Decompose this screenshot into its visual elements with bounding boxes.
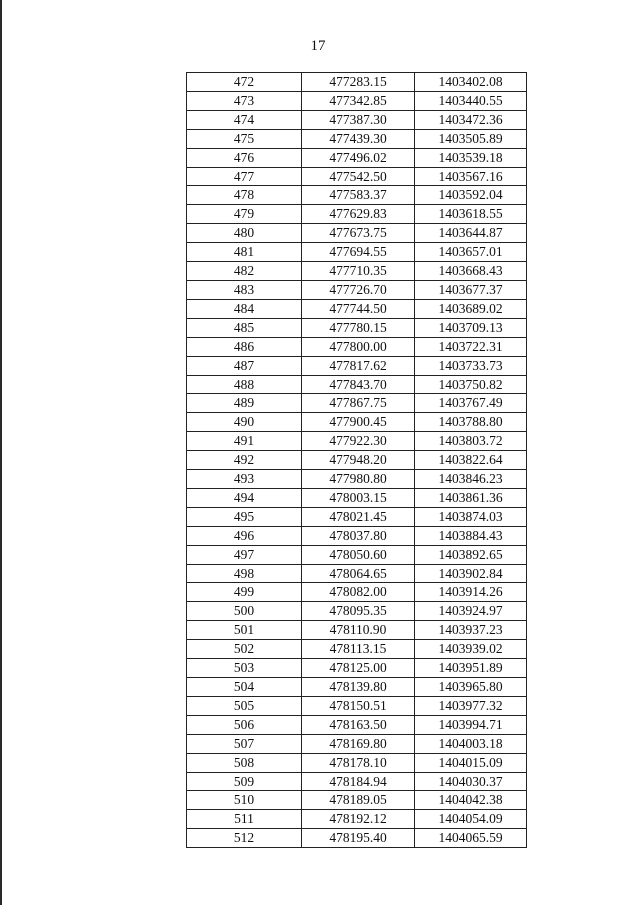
y-coordinate-cell: 1403618.55 <box>415 205 527 224</box>
y-coordinate-cell: 1403668.43 <box>415 262 527 281</box>
point-number-cell: 479 <box>187 205 302 224</box>
x-coordinate-cell: 478125.00 <box>302 659 415 678</box>
x-coordinate-cell: 478037.80 <box>302 526 415 545</box>
point-number-cell: 512 <box>187 829 302 848</box>
y-coordinate-cell: 1403539.18 <box>415 148 527 167</box>
table-row <box>187 394 527 413</box>
table-row <box>187 545 527 564</box>
y-coordinate-cell: 1404003.18 <box>415 734 527 753</box>
x-coordinate-cell: 478192.12 <box>302 810 415 829</box>
x-coordinate-cell: 477583.37 <box>302 186 415 205</box>
y-coordinate-cell: 1404030.37 <box>415 772 527 791</box>
table-row <box>187 734 527 753</box>
y-coordinate-cell: 1404015.09 <box>415 753 527 772</box>
table-row <box>187 432 527 451</box>
table-row <box>187 753 527 772</box>
x-coordinate-cell: 477387.30 <box>302 110 415 129</box>
y-coordinate-cell: 1403592.04 <box>415 186 527 205</box>
point-number-cell: 492 <box>187 451 302 470</box>
x-coordinate-cell: 477694.55 <box>302 243 415 262</box>
point-number-cell: 487 <box>187 356 302 375</box>
point-number-cell: 506 <box>187 715 302 734</box>
x-coordinate-cell: 478064.65 <box>302 564 415 583</box>
x-coordinate-cell: 478050.60 <box>302 545 415 564</box>
y-coordinate-cell: 1403994.71 <box>415 715 527 734</box>
point-number-cell: 494 <box>187 488 302 507</box>
x-coordinate-cell: 478189.05 <box>302 791 415 810</box>
x-coordinate-cell: 478095.35 <box>302 602 415 621</box>
x-coordinate-cell: 478163.50 <box>302 715 415 734</box>
x-coordinate-cell: 477800.00 <box>302 337 415 356</box>
table-row <box>187 129 527 148</box>
x-coordinate-cell: 477867.75 <box>302 394 415 413</box>
x-coordinate-cell: 477673.75 <box>302 224 415 243</box>
table-row <box>187 715 527 734</box>
x-coordinate-cell: 478184.94 <box>302 772 415 791</box>
table-row <box>187 186 527 205</box>
x-coordinate-cell: 477710.35 <box>302 262 415 281</box>
x-coordinate-cell: 477780.15 <box>302 318 415 337</box>
x-coordinate-cell: 477900.45 <box>302 413 415 432</box>
x-coordinate-cell: 477726.70 <box>302 280 415 299</box>
table-row <box>187 224 527 243</box>
y-coordinate-cell: 1404065.59 <box>415 829 527 848</box>
point-number-cell: 509 <box>187 772 302 791</box>
point-number-cell: 511 <box>187 810 302 829</box>
point-number-cell: 491 <box>187 432 302 451</box>
point-number-cell: 502 <box>187 640 302 659</box>
y-coordinate-cell: 1403937.23 <box>415 621 527 640</box>
y-coordinate-cell: 1403965.80 <box>415 678 527 697</box>
table-row <box>187 91 527 110</box>
point-number-cell: 493 <box>187 470 302 489</box>
y-coordinate-cell: 1403657.01 <box>415 243 527 262</box>
x-coordinate-cell: 477817.62 <box>302 356 415 375</box>
point-number-cell: 488 <box>187 375 302 394</box>
point-number-cell: 510 <box>187 791 302 810</box>
point-number-cell: 483 <box>187 280 302 299</box>
table-row <box>187 507 527 526</box>
x-coordinate-cell: 477283.15 <box>302 73 415 92</box>
coordinates-table-body <box>187 73 527 848</box>
x-coordinate-cell: 478110.90 <box>302 621 415 640</box>
point-number-cell: 507 <box>187 734 302 753</box>
y-coordinate-cell: 1403939.02 <box>415 640 527 659</box>
table-row <box>187 526 527 545</box>
table-row <box>187 356 527 375</box>
point-number-cell: 490 <box>187 413 302 432</box>
table-row <box>187 280 527 299</box>
table-row <box>187 318 527 337</box>
x-coordinate-cell: 478003.15 <box>302 488 415 507</box>
y-coordinate-cell: 1403733.73 <box>415 356 527 375</box>
y-coordinate-cell: 1403884.43 <box>415 526 527 545</box>
x-coordinate-cell: 478082.00 <box>302 583 415 602</box>
x-coordinate-cell: 477948.20 <box>302 451 415 470</box>
page-edge-line <box>0 0 2 905</box>
table-row <box>187 810 527 829</box>
table-row <box>187 413 527 432</box>
table-row <box>187 243 527 262</box>
x-coordinate-cell: 478195.40 <box>302 829 415 848</box>
table-row <box>187 564 527 583</box>
table-row <box>187 621 527 640</box>
y-coordinate-cell: 1403861.36 <box>415 488 527 507</box>
x-coordinate-cell: 478021.45 <box>302 507 415 526</box>
point-number-cell: 475 <box>187 129 302 148</box>
x-coordinate-cell: 477980.80 <box>302 470 415 489</box>
page-number: 17 <box>310 38 326 54</box>
y-coordinate-cell: 1403750.82 <box>415 375 527 394</box>
point-number-cell: 485 <box>187 318 302 337</box>
x-coordinate-cell: 477342.85 <box>302 91 415 110</box>
x-coordinate-cell: 478150.51 <box>302 696 415 715</box>
y-coordinate-cell: 1403505.89 <box>415 129 527 148</box>
x-coordinate-cell: 477922.30 <box>302 432 415 451</box>
table-row <box>187 772 527 791</box>
table-row <box>187 299 527 318</box>
y-coordinate-cell: 1403689.02 <box>415 299 527 318</box>
x-coordinate-cell: 477629.83 <box>302 205 415 224</box>
y-coordinate-cell: 1403722.31 <box>415 337 527 356</box>
point-number-cell: 486 <box>187 337 302 356</box>
point-number-cell: 504 <box>187 678 302 697</box>
point-number-cell: 472 <box>187 73 302 92</box>
x-coordinate-cell: 477843.70 <box>302 375 415 394</box>
table-row <box>187 110 527 129</box>
table-row <box>187 205 527 224</box>
table-row <box>187 375 527 394</box>
point-number-cell: 505 <box>187 696 302 715</box>
y-coordinate-cell: 1404042.38 <box>415 791 527 810</box>
y-coordinate-cell: 1403402.08 <box>415 73 527 92</box>
y-coordinate-cell: 1403977.32 <box>415 696 527 715</box>
point-number-cell: 481 <box>187 243 302 262</box>
point-number-cell: 473 <box>187 91 302 110</box>
point-number-cell: 489 <box>187 394 302 413</box>
point-number-cell: 498 <box>187 564 302 583</box>
table-row <box>187 583 527 602</box>
point-number-cell: 477 <box>187 167 302 186</box>
y-coordinate-cell: 1403567.16 <box>415 167 527 186</box>
y-coordinate-cell: 1403472.36 <box>415 110 527 129</box>
y-coordinate-cell: 1403788.80 <box>415 413 527 432</box>
point-number-cell: 476 <box>187 148 302 167</box>
table-row <box>187 640 527 659</box>
y-coordinate-cell: 1403846.23 <box>415 470 527 489</box>
y-coordinate-cell: 1403874.03 <box>415 507 527 526</box>
point-number-cell: 508 <box>187 753 302 772</box>
table-row <box>187 167 527 186</box>
table-row <box>187 73 527 92</box>
coordinates-table <box>186 72 527 848</box>
table-row <box>187 696 527 715</box>
x-coordinate-cell: 478169.80 <box>302 734 415 753</box>
table-row <box>187 337 527 356</box>
point-number-cell: 496 <box>187 526 302 545</box>
x-coordinate-cell: 478139.80 <box>302 678 415 697</box>
x-coordinate-cell: 477496.02 <box>302 148 415 167</box>
table-row <box>187 148 527 167</box>
table-row <box>187 829 527 848</box>
point-number-cell: 497 <box>187 545 302 564</box>
y-coordinate-cell: 1403440.55 <box>415 91 527 110</box>
point-number-cell: 484 <box>187 299 302 318</box>
table-row <box>187 659 527 678</box>
y-coordinate-cell: 1403892.65 <box>415 545 527 564</box>
y-coordinate-cell: 1403709.13 <box>415 318 527 337</box>
y-coordinate-cell: 1404054.09 <box>415 810 527 829</box>
point-number-cell: 478 <box>187 186 302 205</box>
point-number-cell: 482 <box>187 262 302 281</box>
point-number-cell: 501 <box>187 621 302 640</box>
x-coordinate-cell: 477439.30 <box>302 129 415 148</box>
point-number-cell: 503 <box>187 659 302 678</box>
y-coordinate-cell: 1403677.37 <box>415 280 527 299</box>
y-coordinate-cell: 1403924.97 <box>415 602 527 621</box>
point-number-cell: 474 <box>187 110 302 129</box>
x-coordinate-cell: 477744.50 <box>302 299 415 318</box>
x-coordinate-cell: 478113.15 <box>302 640 415 659</box>
y-coordinate-cell: 1403803.72 <box>415 432 527 451</box>
table-row <box>187 451 527 470</box>
table-row <box>187 602 527 621</box>
y-coordinate-cell: 1403767.49 <box>415 394 527 413</box>
table-row <box>187 791 527 810</box>
point-number-cell: 500 <box>187 602 302 621</box>
table-row <box>187 678 527 697</box>
y-coordinate-cell: 1403822.64 <box>415 451 527 470</box>
table-row <box>187 262 527 281</box>
x-coordinate-cell: 478178.10 <box>302 753 415 772</box>
y-coordinate-cell: 1403902.84 <box>415 564 527 583</box>
point-number-cell: 495 <box>187 507 302 526</box>
y-coordinate-cell: 1403644.87 <box>415 224 527 243</box>
y-coordinate-cell: 1403951.89 <box>415 659 527 678</box>
table-row <box>187 470 527 489</box>
x-coordinate-cell: 477542.50 <box>302 167 415 186</box>
table-row <box>187 488 527 507</box>
point-number-cell: 480 <box>187 224 302 243</box>
point-number-cell: 499 <box>187 583 302 602</box>
y-coordinate-cell: 1403914.26 <box>415 583 527 602</box>
